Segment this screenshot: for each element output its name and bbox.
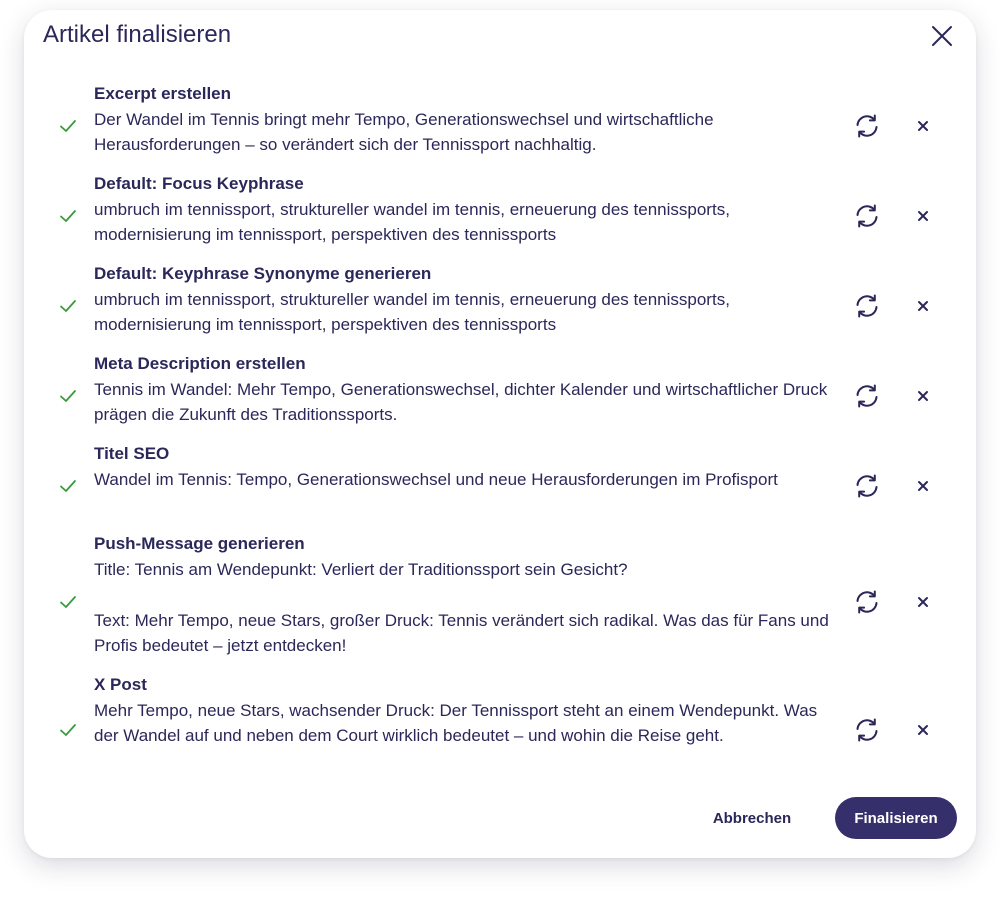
item-value: Wandel im Tennis: Tempo, Generationswechsel und neue Herausforderungen im Profisport <box>94 469 778 489</box>
item-text <box>94 672 834 749</box>
remove-icon[interactable] <box>916 479 930 493</box>
item-label: Push-Message generieren <box>94 534 305 553</box>
list-item <box>24 441 976 531</box>
item-label: Default: Keyphrase Synonyme generieren <box>94 264 432 283</box>
item-value: Title: Tennis am Wendepunkt: Verliert der Traditionssport sein Gesicht? Text: Mehr Tempo, neue Stars, großer Druck: Tennis verändert sich radikal. Was das für Fans und Profis bedeutet – jetzt entdecken! <box>94 559 829 655</box>
item-text <box>94 261 834 338</box>
item-text <box>94 171 834 248</box>
check-icon <box>59 593 77 611</box>
check-icon <box>59 477 77 495</box>
remove-icon[interactable] <box>916 119 930 133</box>
item-text <box>94 441 834 492</box>
list-item <box>24 261 976 351</box>
remove-icon[interactable] <box>916 209 930 223</box>
item-label: Meta Description erstellen <box>94 354 306 373</box>
item-value: umbruch im tennissport, struktureller wandel im tennis, erneuerung des tennissports, modernisierung im tennissport, perspektiven des tennissports <box>94 199 735 244</box>
item-label: Excerpt erstellen <box>94 84 232 103</box>
finalize-dialog <box>24 10 976 858</box>
refresh-icon[interactable] <box>853 112 881 140</box>
check-icon <box>59 117 77 135</box>
remove-icon[interactable] <box>916 595 930 609</box>
refresh-icon[interactable] <box>853 588 881 616</box>
list-item <box>24 672 976 788</box>
refresh-icon[interactable] <box>853 292 881 320</box>
cancel-button[interactable]: Abbrechen <box>696 797 808 839</box>
item-list <box>24 81 976 788</box>
finalize-button[interactable]: Finalisieren <box>835 797 957 839</box>
check-icon <box>59 721 77 739</box>
item-text <box>94 351 834 428</box>
item-text <box>94 81 834 158</box>
list-item <box>24 531 976 672</box>
item-value: Mehr Tempo, neue Stars, wachsender Druck: Der Tennissport steht an einem Wendepunkt. Was der Wandel auf und neben dem Court wirklich bedeutet – und wohin die Reise geht. <box>94 700 822 745</box>
item-label: Titel SEO <box>94 444 170 463</box>
item-label: Default: Focus Keyphrase <box>94 174 304 193</box>
check-icon <box>59 387 77 405</box>
list-item <box>24 351 976 441</box>
remove-icon[interactable] <box>916 723 930 737</box>
close-icon[interactable] <box>930 24 954 48</box>
check-icon <box>59 207 77 225</box>
dialog-title: Artikel finalisieren <box>43 21 232 48</box>
check-icon <box>59 297 77 315</box>
list-item <box>24 81 976 171</box>
item-value: umbruch im tennissport, struktureller wandel im tennis, erneuerung des tennissports, modernisierung im tennissport, perspektiven des tennissports <box>94 289 735 334</box>
item-value: Der Wandel im Tennis bringt mehr Tempo, Generationswechsel und wirtschaftliche Herausforderungen – so verändert sich der Tennissport nachhaltig. <box>94 109 719 154</box>
item-label: X Post <box>94 675 147 694</box>
refresh-icon[interactable] <box>853 472 881 500</box>
remove-icon[interactable] <box>916 389 930 403</box>
item-text <box>94 531 834 659</box>
refresh-icon[interactable] <box>853 716 881 744</box>
refresh-icon[interactable] <box>853 382 881 410</box>
list-item <box>24 171 976 261</box>
item-value: Tennis im Wandel: Mehr Tempo, Generationswechsel, dichter Kalender und wirtschaftlicher Druck prägen die Zukunft des Traditionssports. <box>94 379 832 424</box>
refresh-icon[interactable] <box>853 202 881 230</box>
remove-icon[interactable] <box>916 299 930 313</box>
